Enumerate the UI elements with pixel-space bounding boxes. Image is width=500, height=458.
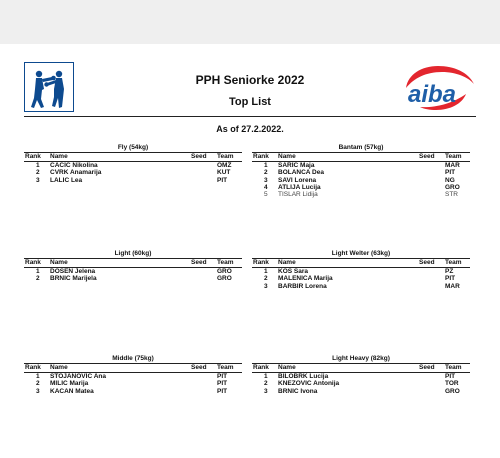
team-cell: GRO xyxy=(445,183,460,191)
header-seed: Seed xyxy=(419,259,435,266)
team-cell: GRO xyxy=(445,387,460,395)
table-row xyxy=(252,283,470,290)
rank-cell: 3 xyxy=(264,387,268,395)
header-rank: Rank xyxy=(253,259,269,266)
table-row xyxy=(24,169,242,176)
table-row xyxy=(24,268,242,275)
table-row xyxy=(252,373,470,380)
header-name: Name xyxy=(278,364,296,371)
header-name: Name xyxy=(50,259,68,266)
team-cell: PIT xyxy=(217,387,228,395)
category-title: Light Welter (63kg) xyxy=(331,250,391,257)
name-cell: LALIC Lea xyxy=(50,176,83,184)
as-of-date: As of 27.2.2022. xyxy=(216,124,284,134)
rank-cell: 1 xyxy=(36,162,40,169)
table-row xyxy=(24,380,242,387)
svg-text:aiba: aiba xyxy=(408,81,457,108)
name-cell: CACIC Nikolina xyxy=(50,162,98,169)
table-row xyxy=(252,191,470,198)
category-table-fly xyxy=(24,143,242,184)
header-name: Name xyxy=(50,153,68,160)
team-cell: GRO xyxy=(217,275,232,283)
category-title: Bantam (57kg) xyxy=(338,144,384,151)
header-divider xyxy=(24,116,476,117)
rank-cell: 5 xyxy=(264,191,268,199)
header-team: Team xyxy=(445,259,462,266)
name-cell: TISLAR Lidija xyxy=(278,191,318,199)
rank-cell: 1 xyxy=(264,373,268,380)
category-table-light xyxy=(24,249,242,283)
name-cell: KOS Sara xyxy=(278,268,308,275)
rank-cell: 3 xyxy=(36,387,40,395)
header-rank: Rank xyxy=(253,364,269,371)
rank-cell: 3 xyxy=(264,176,268,184)
table-header xyxy=(24,152,242,162)
name-cell: KACAN Matea xyxy=(50,387,94,395)
team-cell: NG xyxy=(445,176,455,184)
table-row xyxy=(24,373,242,380)
header-name: Name xyxy=(278,153,296,160)
category-table-bantam xyxy=(252,143,470,198)
table-header xyxy=(252,152,470,162)
rank-cell: 2 xyxy=(36,275,40,283)
table-row xyxy=(252,184,470,191)
table-row xyxy=(24,177,242,184)
name-cell: BARBIR Lorena xyxy=(278,282,327,290)
team-cell: PZ xyxy=(445,268,454,275)
name-cell: STOJANOVIC Ana xyxy=(50,373,106,380)
rank-cell: 3 xyxy=(36,176,40,184)
header-name: Name xyxy=(278,259,296,266)
rank-cell: 1 xyxy=(264,268,268,275)
header-team: Team xyxy=(217,364,234,371)
table-row xyxy=(24,388,242,395)
table-row xyxy=(252,388,470,395)
name-cell: BRNIC Ivona xyxy=(278,387,318,395)
team-cell: PIT xyxy=(217,373,228,380)
table-row xyxy=(252,380,470,387)
team-cell: PIT xyxy=(217,380,228,388)
category-title: Light (60kg) xyxy=(114,250,152,257)
table-row xyxy=(252,162,470,169)
team-cell: TOR xyxy=(445,380,459,388)
table-row xyxy=(252,275,470,282)
table-row xyxy=(24,275,242,282)
name-cell: KNEZOVIC Antonija xyxy=(278,380,340,388)
name-cell: SAVI Lorena xyxy=(278,176,317,184)
team-cell: MAR xyxy=(445,162,460,169)
team-cell: PIT xyxy=(445,169,456,177)
team-cell: STR xyxy=(445,191,458,199)
rank-cell: 1 xyxy=(36,373,40,380)
category-table-light-heavy xyxy=(252,354,470,395)
team-cell: MAR xyxy=(445,282,460,290)
team-cell: PIT xyxy=(445,275,456,283)
header-rank: Rank xyxy=(25,259,41,266)
team-cell: OMZ xyxy=(217,162,232,169)
name-cell: DOSEN Jelena xyxy=(50,268,96,275)
header-seed: Seed xyxy=(191,364,207,371)
team-cell: PIT xyxy=(445,373,456,380)
rank-cell: 1 xyxy=(36,268,40,275)
name-cell: MALENICA Marija xyxy=(278,275,333,283)
viewer-toolbar xyxy=(0,0,500,44)
team-cell: KUT xyxy=(217,169,231,177)
category-title: Middle (75kg) xyxy=(112,355,154,362)
name-cell: MILIC Marija xyxy=(50,380,89,388)
header-seed: Seed xyxy=(191,259,207,266)
rank-cell: 2 xyxy=(36,380,40,388)
table-row xyxy=(24,162,242,169)
header-team: Team xyxy=(445,153,462,160)
name-cell: BRNIC Marijela xyxy=(50,275,97,283)
name-cell: BILOBRK Lucija xyxy=(278,373,329,380)
category-table-middle xyxy=(24,354,242,395)
rank-cell: 1 xyxy=(264,162,268,169)
header-team: Team xyxy=(217,259,234,266)
table-header xyxy=(24,258,242,268)
name-cell: CVRK Anamarija xyxy=(50,169,102,177)
header-seed: Seed xyxy=(419,153,435,160)
table-row xyxy=(252,268,470,275)
rank-cell: 3 xyxy=(264,282,268,290)
table-header xyxy=(252,363,470,373)
page-subtitle: Top List xyxy=(229,96,271,108)
team-cell: GRO xyxy=(217,268,232,275)
rank-cell: 2 xyxy=(36,169,40,177)
header-rank: Rank xyxy=(25,153,41,160)
header-rank: Rank xyxy=(253,153,269,160)
header-seed: Seed xyxy=(191,153,207,160)
header-team: Team xyxy=(445,364,462,371)
rank-cell: 2 xyxy=(264,169,268,177)
rank-cell: 2 xyxy=(264,380,268,388)
header-seed: Seed xyxy=(419,364,435,371)
table-header xyxy=(24,363,242,373)
header-rank: Rank xyxy=(25,364,41,371)
name-cell: BOLANCA Dea xyxy=(278,169,324,177)
header-team: Team xyxy=(217,153,234,160)
team-cell: PIT xyxy=(217,176,228,184)
table-row xyxy=(252,177,470,184)
rank-cell: 2 xyxy=(264,275,268,283)
header-name: Name xyxy=(50,364,68,371)
table-header xyxy=(252,258,470,268)
name-cell: SARIC Maja xyxy=(278,162,315,169)
name-cell: ATLIJA Lucija xyxy=(278,183,321,191)
rank-cell: 4 xyxy=(264,183,268,191)
event-title: PPH Seniorke 2022 xyxy=(195,73,305,87)
category-table-light-welter xyxy=(252,249,470,290)
category-title: Light Heavy (82kg) xyxy=(332,355,390,362)
category-title: Fly (54kg) xyxy=(117,144,149,151)
table-row xyxy=(252,169,470,176)
